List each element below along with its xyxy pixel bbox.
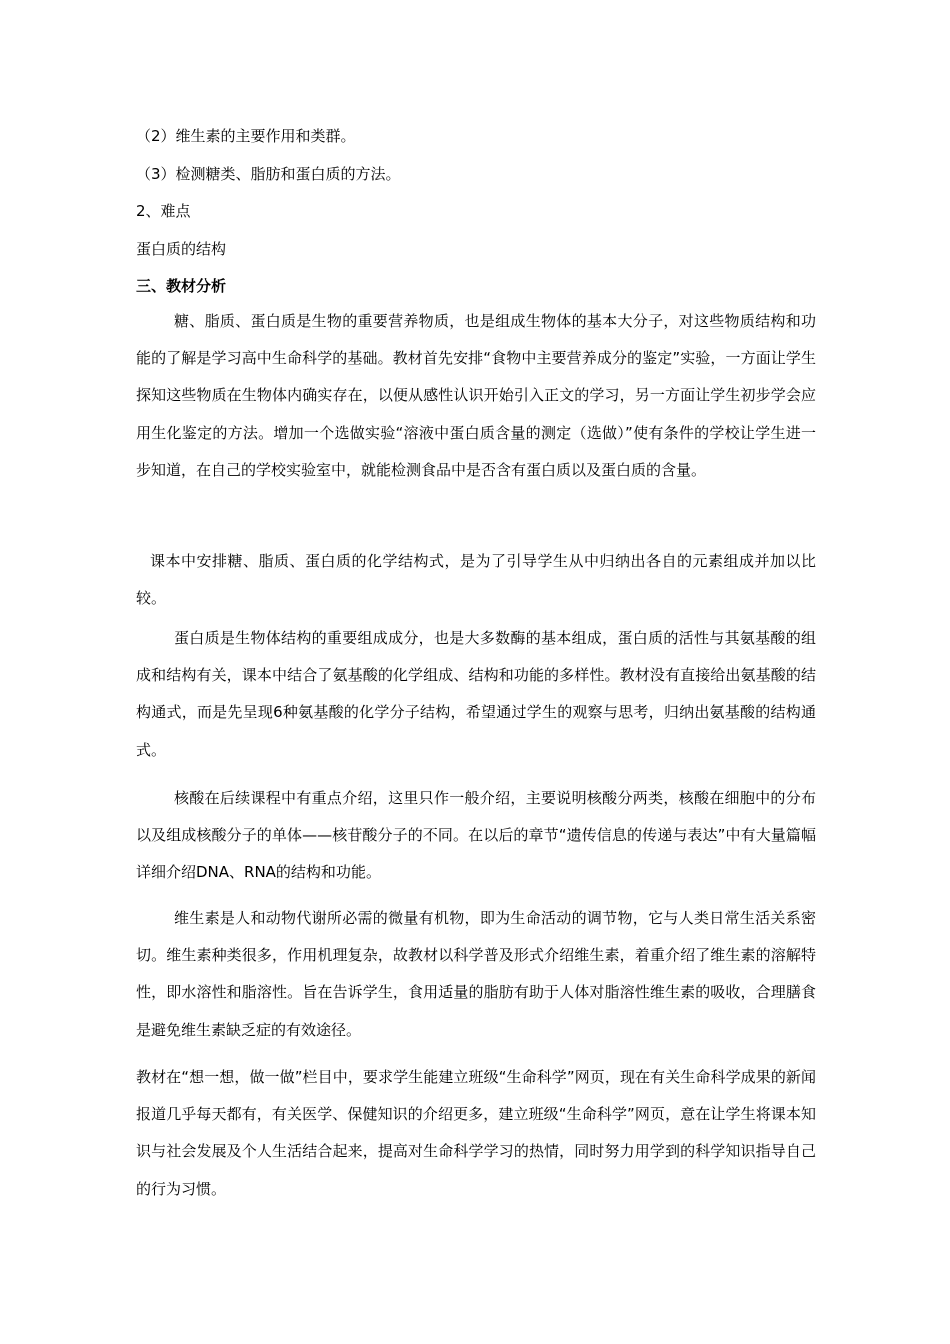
difficulty-content: 蛋白质的结构 xyxy=(136,240,227,258)
section-heading-textbook-analysis: 三、教材分析 xyxy=(136,277,227,295)
paragraph-vitamins: 维生素是人和动物代谢所必需的微量有机物，即为生命活动的调节物，它与人类日常生活关系密切。维生素种类很多，作用机理复杂，故教材以科学普及形式介绍维生素，着重介绍了维生素的溶解特性，即水溶性和脂溶性。旨在告诉学生，食用适量的脂肪有助于人体对脂溶性维生素的吸收，合理膳食是避免维生素缺乏症的有效途径。 xyxy=(136,909,816,1039)
difficulty-heading: 2、难点 xyxy=(136,202,191,220)
list-item-detection-methods: （3）检测糖类、脂肪和蛋白质的方法。 xyxy=(136,165,401,183)
paragraph-nutrients: 糖、脂质、蛋白质是生物的重要营养物质，也是组成生物体的基本大分子，对这些物质结构和功能的了解是学习高中生命科学的基础。教材首先安排“食物中主要营养成分的鉴定”实验，一方面让学生探知这些物质在生物体内确实存在，以便从感性认识开始引入正文的学习，另一方面让学生初步学会应用生化鉴定的方法。增加一个选做实验“溶液中蛋白质含量的测定（选做）”使有条件的学校让学生进一步知道，在自己的学校实验室中，就能检测食品中是否含有蛋白质以及蛋白质的含量。 xyxy=(136,312,816,479)
paragraph-nucleic-acids: 核酸在后续课程中有重点介绍，这里只作一般介绍，主要说明核酸分两类，核酸在细胞中的分布以及组成核酸分子的单体——核苷酸分子的不同。在以后的章节“遗传信息的传递与表达”中有大量篇幅详细介绍DNA、RNA的结构和功能。 xyxy=(136,789,816,882)
paragraph-web-page-activity: 教材在“想一想，做一做”栏目中，要求学生能建立班级“生命科学”网页，现在有关生命科学成果的新闻报道几乎每天都有，有关医学、保健知识的介绍更多，建立班级“生命科学”网页，意在让学生将课本知识与社会发展及个人生活结合起来，提高对生命科学学习的热情，同时努力用学到的科学知识指导自己的行为习惯。 xyxy=(136,1068,816,1198)
list-item-vitamins: （2）维生素的主要作用和类群。 xyxy=(136,127,356,145)
paragraph-proteins: 蛋白质是生物体结构的重要组成成分，也是大多数酶的基本组成，蛋白质的活性与其氨基酸的组成和结构有关，课本中结合了氨基酸的化学组成、结构和功能的多样性。教材没有直接给出氨基酸的结构通式，而是先呈现6种氨基酸的化学分子结构，希望通过学生的观察与思考，归纳出氨基酸的结构通式。 xyxy=(136,629,816,759)
paragraph-chemical-structures: 课本中安排糖、脂质、蛋白质的化学结构式，是为了引导学生从中归纳出各自的元素组成并加以比较。 xyxy=(136,552,816,608)
